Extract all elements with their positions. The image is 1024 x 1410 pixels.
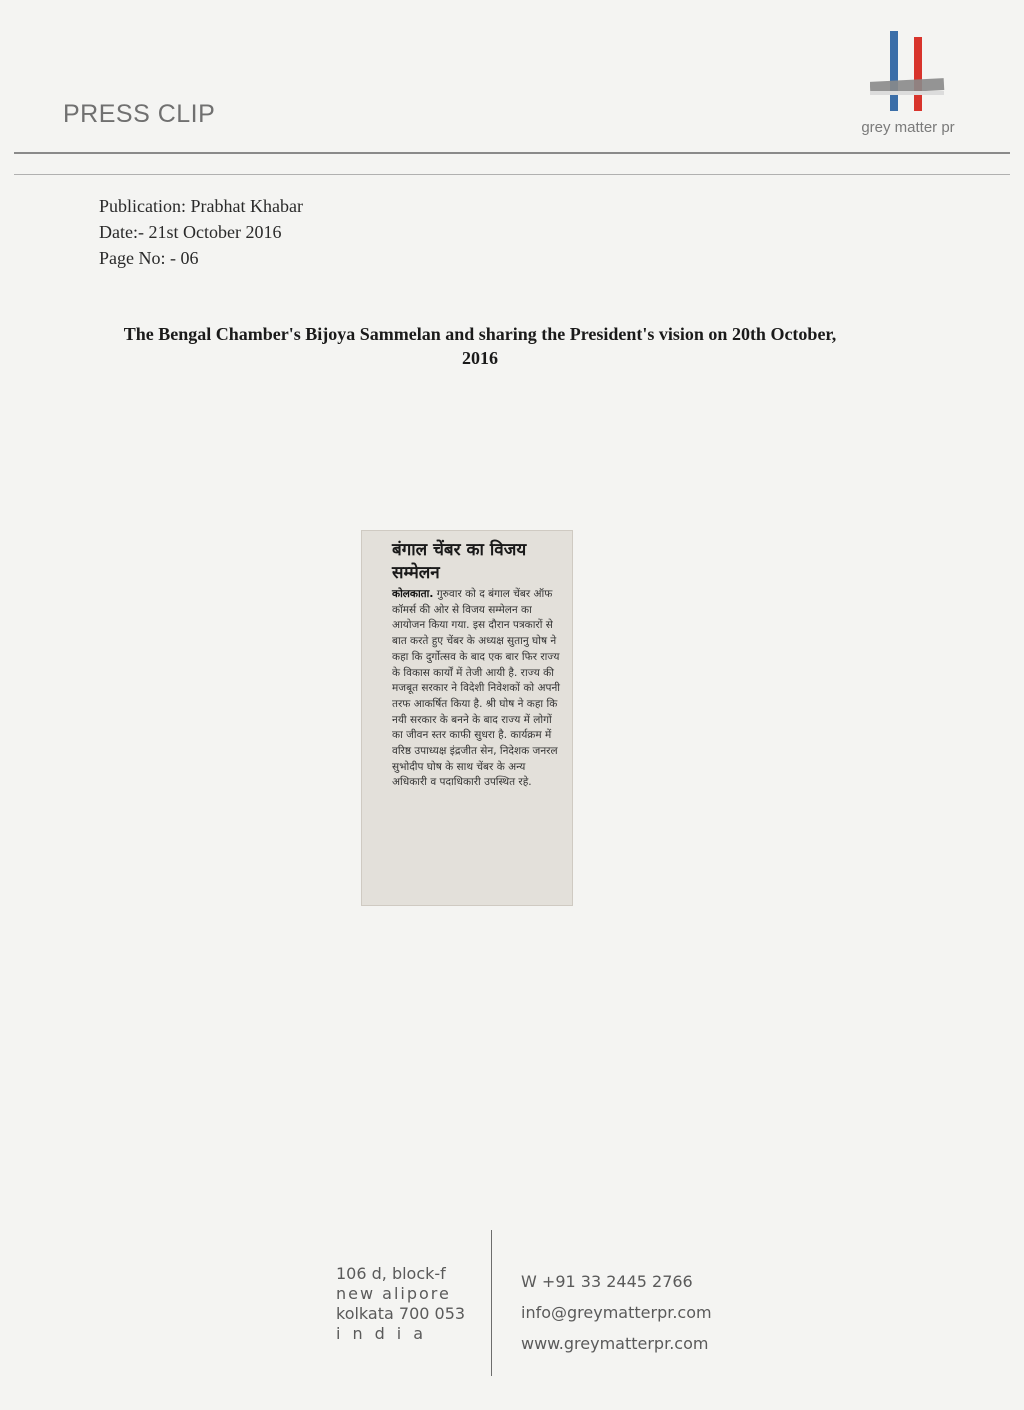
logo-text: grey matter pr — [861, 119, 955, 136]
publication-meta — [99, 193, 303, 271]
footer-divider — [491, 1230, 492, 1376]
publication-line: Publication: Prabhat Khabar — [99, 196, 303, 216]
clip-text: गुरुवार को द बंगाल चेंबर ऑफ कॉमर्स की ओर से विजय सम्मेलन का आयोजन किया गया. इस दौरान पत्रकारों से बात करते हुए चेंबर के अध्यक्ष सुतानु घोष ने कहा कि दुर्गोत्सव के बाद एक बार फिर राज्य के विकास कार्यों में तेजी आयी है. राज्य की मजबूत सरकार ने विदेशी निवेशकों को अपनी तरफ आकर्षित किया है. श्री घोष ने कहा कि नयी सरकार के बनने के बाद राज्य में लोगों का जीवन स्तर काफी सुधरा है. कार्यक्रम में वरिष्ठ उपाध्यक्ष इंद्रजीत सेन, निदेशक जनरल सुभोदीप घोष के साथ चेंबर के अन्य अधिकारी व पदाधिकारी उपस्थित रहे. — [392, 588, 560, 789]
website-link[interactable]: www.greymatterpr.com — [521, 1334, 709, 1353]
header-rule-thin — [14, 174, 1010, 175]
address-line-3: kolkata 700 053 — [336, 1304, 466, 1323]
clip-dateline: कोलकाता. — [392, 588, 434, 600]
grey-matter-logo — [848, 25, 968, 140]
logo-mark-icon — [870, 25, 946, 115]
address-line-2: new alipore — [336, 1284, 451, 1303]
header-rule — [14, 152, 1010, 154]
clip-body — [392, 587, 562, 791]
email-link[interactable]: info@greymatterpr.com — [521, 1303, 712, 1322]
headline: The Bengal Chamber's Bijoya Sammelan and sharing the President's vision on 20th October, 2016 — [123, 324, 837, 368]
address-line-4: india — [336, 1324, 435, 1343]
page-number-line: Page No: - 06 — [99, 248, 199, 268]
newspaper-clipping — [361, 530, 573, 906]
footer-contact — [521, 1266, 712, 1359]
address-line-1: 106 d, block-f — [336, 1264, 446, 1283]
clip-heading: बंगाल चेंबर का विजय सम्मेलन — [392, 540, 527, 583]
phone-number: W +91 33 2445 2766 — [521, 1272, 693, 1291]
date-line: Date:- 21st October 2016 — [99, 222, 282, 242]
footer-address — [336, 1264, 476, 1344]
press-clip-title: PRESS CLIP — [63, 100, 216, 128]
